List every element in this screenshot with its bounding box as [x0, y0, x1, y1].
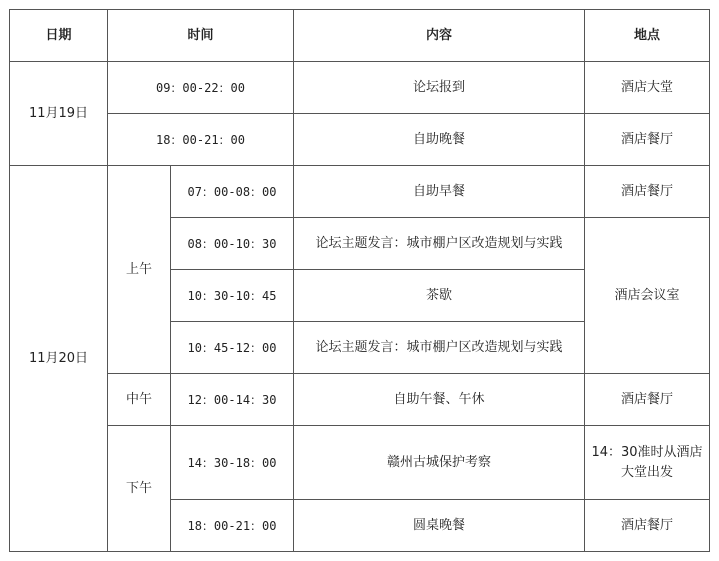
location-cell: 14：30准时从酒店大堂出发 — [585, 426, 710, 500]
date-cell: 11月20日 — [10, 166, 108, 552]
content-cell: 赣州古城保护考察 — [294, 426, 585, 500]
table-row — [10, 166, 710, 218]
time-cell: 10：45-12：00 — [171, 322, 294, 374]
location-cell: 酒店餐厅 — [585, 166, 710, 218]
content-cell: 自助晚餐 — [294, 114, 585, 166]
table-row — [10, 62, 710, 114]
period-cell-noon: 中午 — [108, 374, 171, 426]
content-cell: 论坛报到 — [294, 62, 585, 114]
time-cell: 18：00-21：00 — [171, 500, 294, 552]
time-cell: 09：00-22：00 — [108, 62, 294, 114]
time-cell: 07：00-08：00 — [171, 166, 294, 218]
location-cell: 酒店餐厅 — [585, 114, 710, 166]
location-cell: 酒店大堂 — [585, 62, 710, 114]
time-cell: 18：00-21：00 — [108, 114, 294, 166]
period-cell-afternoon: 下午 — [108, 426, 171, 552]
period-cell-morning: 上午 — [108, 166, 171, 374]
location-cell: 酒店餐厅 — [585, 500, 710, 552]
header-content: 内容 — [294, 10, 585, 62]
table-row — [10, 426, 710, 500]
content-cell: 自助午餐、午休 — [294, 374, 585, 426]
header-row — [10, 10, 710, 62]
location-cell: 酒店餐厅 — [585, 374, 710, 426]
table-row — [10, 374, 710, 426]
time-cell: 10：30-10：45 — [171, 270, 294, 322]
content-cell: 自助早餐 — [294, 166, 585, 218]
location-cell-meeting-room: 酒店会议室 — [585, 218, 710, 374]
content-cell: 圆桌晚餐 — [294, 500, 585, 552]
table-row — [10, 114, 710, 166]
header-time: 时间 — [108, 10, 294, 62]
time-cell: 12：00-14：30 — [171, 374, 294, 426]
date-cell: 11月19日 — [10, 62, 108, 166]
content-cell: 茶歇 — [294, 270, 585, 322]
time-cell: 08：00-10：30 — [171, 218, 294, 270]
content-cell: 论坛主题发言：城市棚户区改造规划与实践 — [294, 322, 585, 374]
time-cell: 14：30-18：00 — [171, 426, 294, 500]
header-location: 地点 — [585, 10, 710, 62]
content-cell: 论坛主题发言：城市棚户区改造规划与实践 — [294, 218, 585, 270]
schedule-table — [9, 9, 710, 552]
header-date: 日期 — [10, 10, 108, 62]
